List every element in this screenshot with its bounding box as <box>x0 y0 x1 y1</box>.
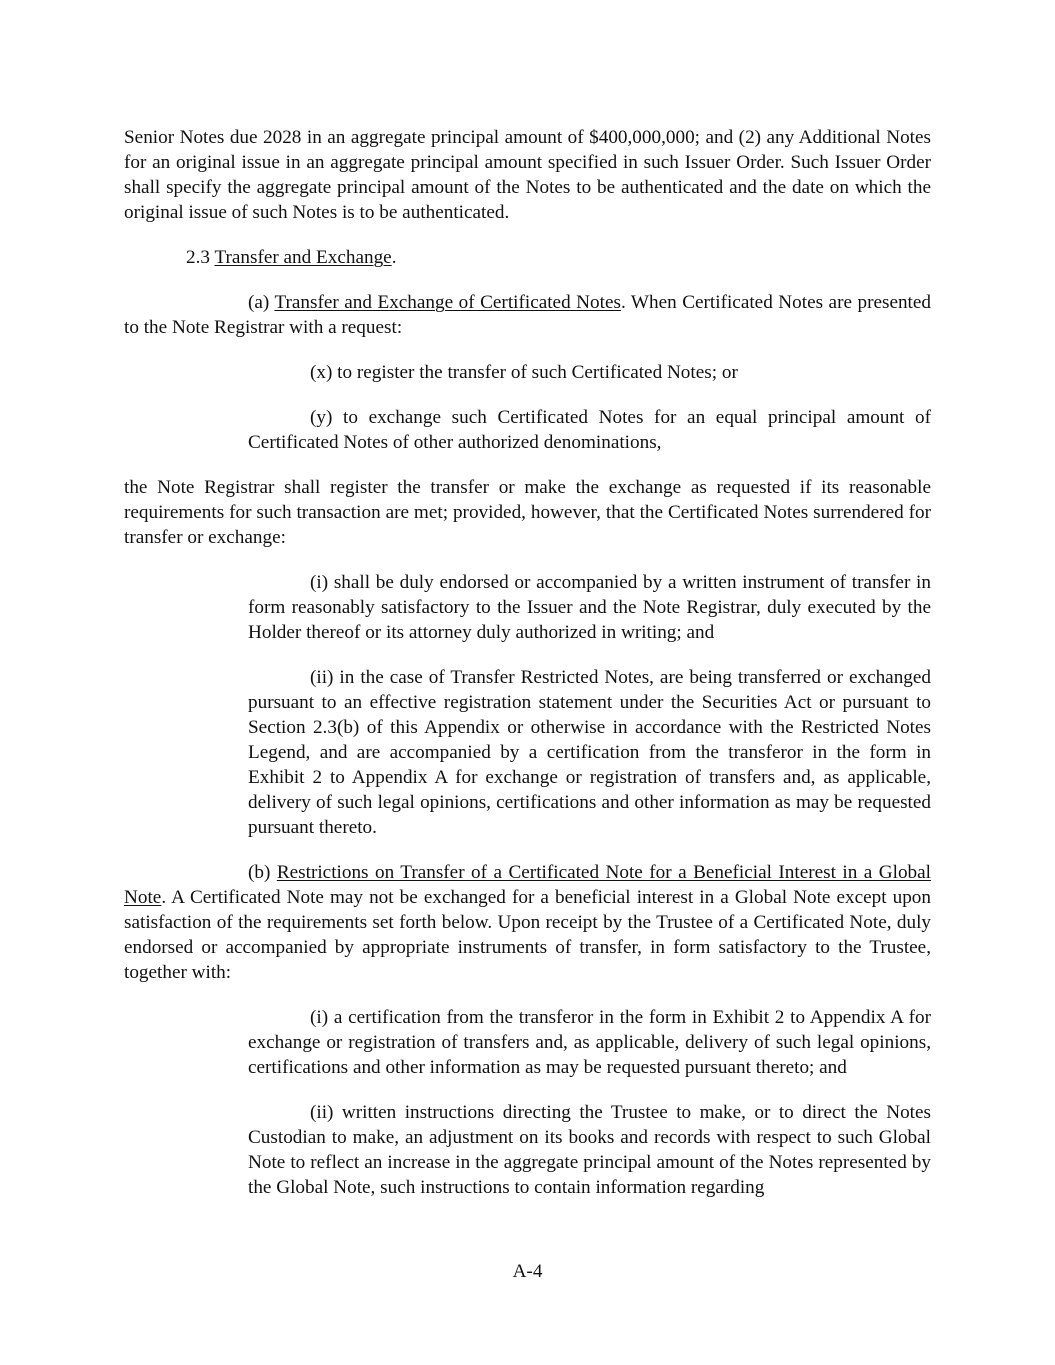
item-y: (y) to exchange such Certificated Notes for an equal principal amount of Certificated Notes of other authorized denominations, <box>248 407 931 453</box>
paragraph-a-text: . When Certificated Notes are presented to the Note Registrar with a request: <box>124 292 932 338</box>
paragraph-a-label: (a) <box>248 292 275 313</box>
section-heading-2-3 <box>124 245 931 270</box>
paragraph-a-title: Transfer and Exchange of Certificated Notes <box>274 292 621 313</box>
item-i-b: (i) a certification from the transferor in the form in Exhibit 2 to Appendix A for exchange or registration of transfers and, as applicable, delivery of such legal opinions, certifications and other information as may be requested pursuant thereto; and <box>248 1007 931 1078</box>
page-number: A-4 <box>512 1261 543 1282</box>
item-i-a: (i) shall be duly endorsed or accompanied by a written instrument of transfer in form reasonably satisfactory to the Issuer and the Note Registrar, duly executed by the Holder thereof or its attorney duly authorized in writing; and <box>248 572 931 643</box>
paragraph-b-title: Restrictions on Transfer of a Certificated Note for a Beneficial Interest in a Global Note <box>124 862 931 908</box>
paragraph-a <box>124 290 931 340</box>
paragraph-b-text: . A Certificated Note may not be exchanged for a beneficial interest in a Global Note except upon satisfaction of the requirements set forth below. Upon receipt by the Trustee of a Certificated Note, duly endorsed or accompanied by appropriate instruments of transfer, in form satisfactory to the Trustee, together with: <box>124 887 931 983</box>
paragraph-b-label: (b) <box>248 862 277 883</box>
section-title-period: . <box>391 247 397 268</box>
item-ii-b: (ii) written instructions directing the Trustee to make, or to direct the Notes Custodian to make, an adjustment on its books and records with respect to such Global Note to reflect an increase in the aggregate principal amount of the Notes represented by the Global Note, such instructions to contain information regarding <box>248 1102 931 1198</box>
item-ii-a: (ii) in the case of Transfer Restricted Notes, are being transferred or exchanged pursuant to an effective registration statement under the Securities Act or pursuant to Section 2.3(b) of this Appendix or otherwise in accordance with the Restricted Notes Legend, and are accompanied by a certification from the transferor in the form in Exhibit 2 to Appendix A for exchange or registration of transfers and, as applicable, delivery of such legal opinions, certifications and other information as may be requested pursuant thereto. <box>248 667 931 838</box>
document-body <box>124 125 931 1220</box>
section-number: 2.3 <box>186 247 215 268</box>
paragraph-intro: Senior Notes due 2028 in an aggregate principal amount of $400,000,000; and (2) any Additional Notes for an original issue in an aggregate principal amount specified in such Issuer Order. Such Issuer Order shall specify the aggregate principal amount of the Notes to be authenticated and the date on which the original issue of such Notes is to be authenticated. <box>124 127 931 223</box>
paragraph-b <box>124 860 931 985</box>
section-title: Transfer and Exchange <box>214 247 392 268</box>
item-x: (x) to register the transfer of such Certificated Notes; or <box>310 362 738 383</box>
paragraph-registrar: the Note Registrar shall register the transfer or make the exchange as requested if its reasonable requirements for such transaction are met; provided, however, that the Certificated Notes surrendered for transfer or exchange: <box>124 477 931 548</box>
